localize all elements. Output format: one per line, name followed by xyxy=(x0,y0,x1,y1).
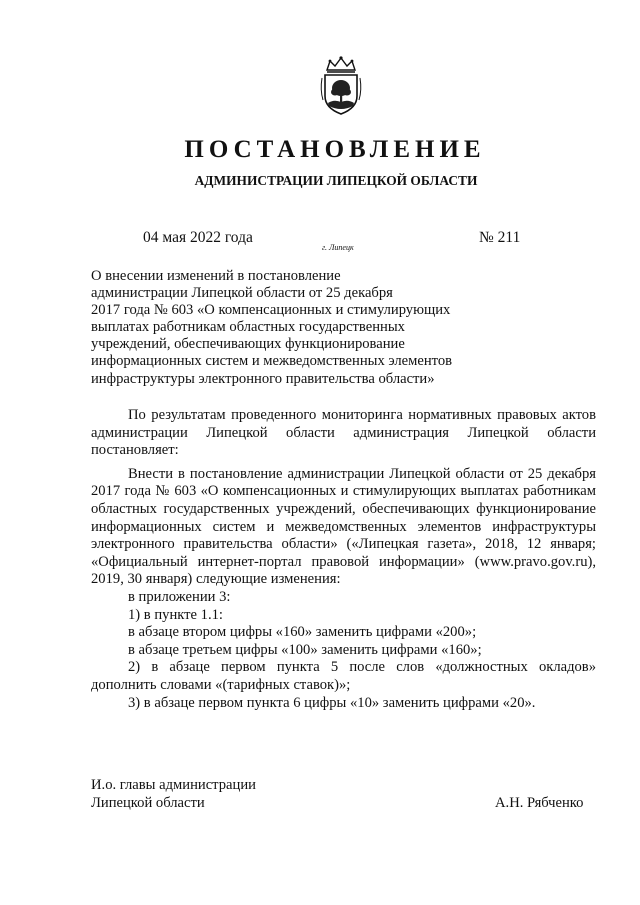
subject-line: администрации Липецкой области от 25 декабря xyxy=(91,285,393,302)
decree-number: № 211 xyxy=(479,229,521,246)
signatory-position-line: Липецкой области xyxy=(91,794,205,811)
preamble-paragraph: По результатам проведенного мониторинга нормативных правовых актов администрации Липецкой области администрация Липецкой области постановляет: xyxy=(91,407,596,459)
subject-line: О внесении изменений в постановление xyxy=(91,268,341,284)
decree-subject xyxy=(91,268,486,388)
subject-line: учреждений, обеспечивающих функционирование xyxy=(91,336,405,353)
amendment-item: 3) в абзаце первом пункта 6 цифры «10» заменить цифрами «20». xyxy=(128,694,536,711)
amendment-item: 2) в абзаце первом пункта 5 после слов «должностных окладов» дополнить словами «(тарифных ставок)»; xyxy=(91,659,596,693)
amendment-item: в абзаце третьем цифры «100» заменить цифрами «160»; xyxy=(128,641,482,658)
lipetsk-coat-of-arms-icon xyxy=(319,56,363,116)
subject-line: 2017 года № 603 «О компенсационных и стимулирующих xyxy=(91,302,451,319)
signatory-position-line: И.о. главы администрации xyxy=(91,777,256,793)
signatory-name: А.Н. Рябченко xyxy=(495,795,584,811)
amendment-item: в абзаце втором цифры «160» заменить цифрами «200»; xyxy=(128,624,477,641)
signatory-position xyxy=(91,777,256,812)
page-title: ПОСТАНОВЛЕНИЕ xyxy=(184,136,486,163)
amendment-item: 1) в пункте 1.1: xyxy=(128,606,223,623)
subject-line: инфраструктуры электронного правительства области» xyxy=(91,370,435,387)
subject-line: информационных систем и межведомственных элементов xyxy=(91,353,453,370)
decree-date: 04 мая 2022 года xyxy=(143,229,253,246)
main-paragraph: Внести в постановление администрации Липецкой области от 25 декабря 2017 года № 603 «О компенсационных и стимулирующих выплатах работникам областных государственных учреждений, обеспечивающих функционирование информационных систем и межведомственных элементов инфраструктуры электронного правительства области» («Липецкая газета», 2018, 12 января; «Официальный интернет-портал правовой информации» (www.pravo.gov.ru), 2019, 30 января) следующие изменения: xyxy=(91,465,596,588)
decree-city: г. Липецк xyxy=(322,243,354,252)
amendment-item: в приложении 3: xyxy=(128,588,231,605)
issuing-authority: АДМИНИСТРАЦИИ ЛИПЕЦКОЙ ОБЛАСТИ xyxy=(194,173,478,188)
subject-line: выплатах работникам областных государственных xyxy=(91,319,405,336)
decree-body xyxy=(91,407,596,712)
